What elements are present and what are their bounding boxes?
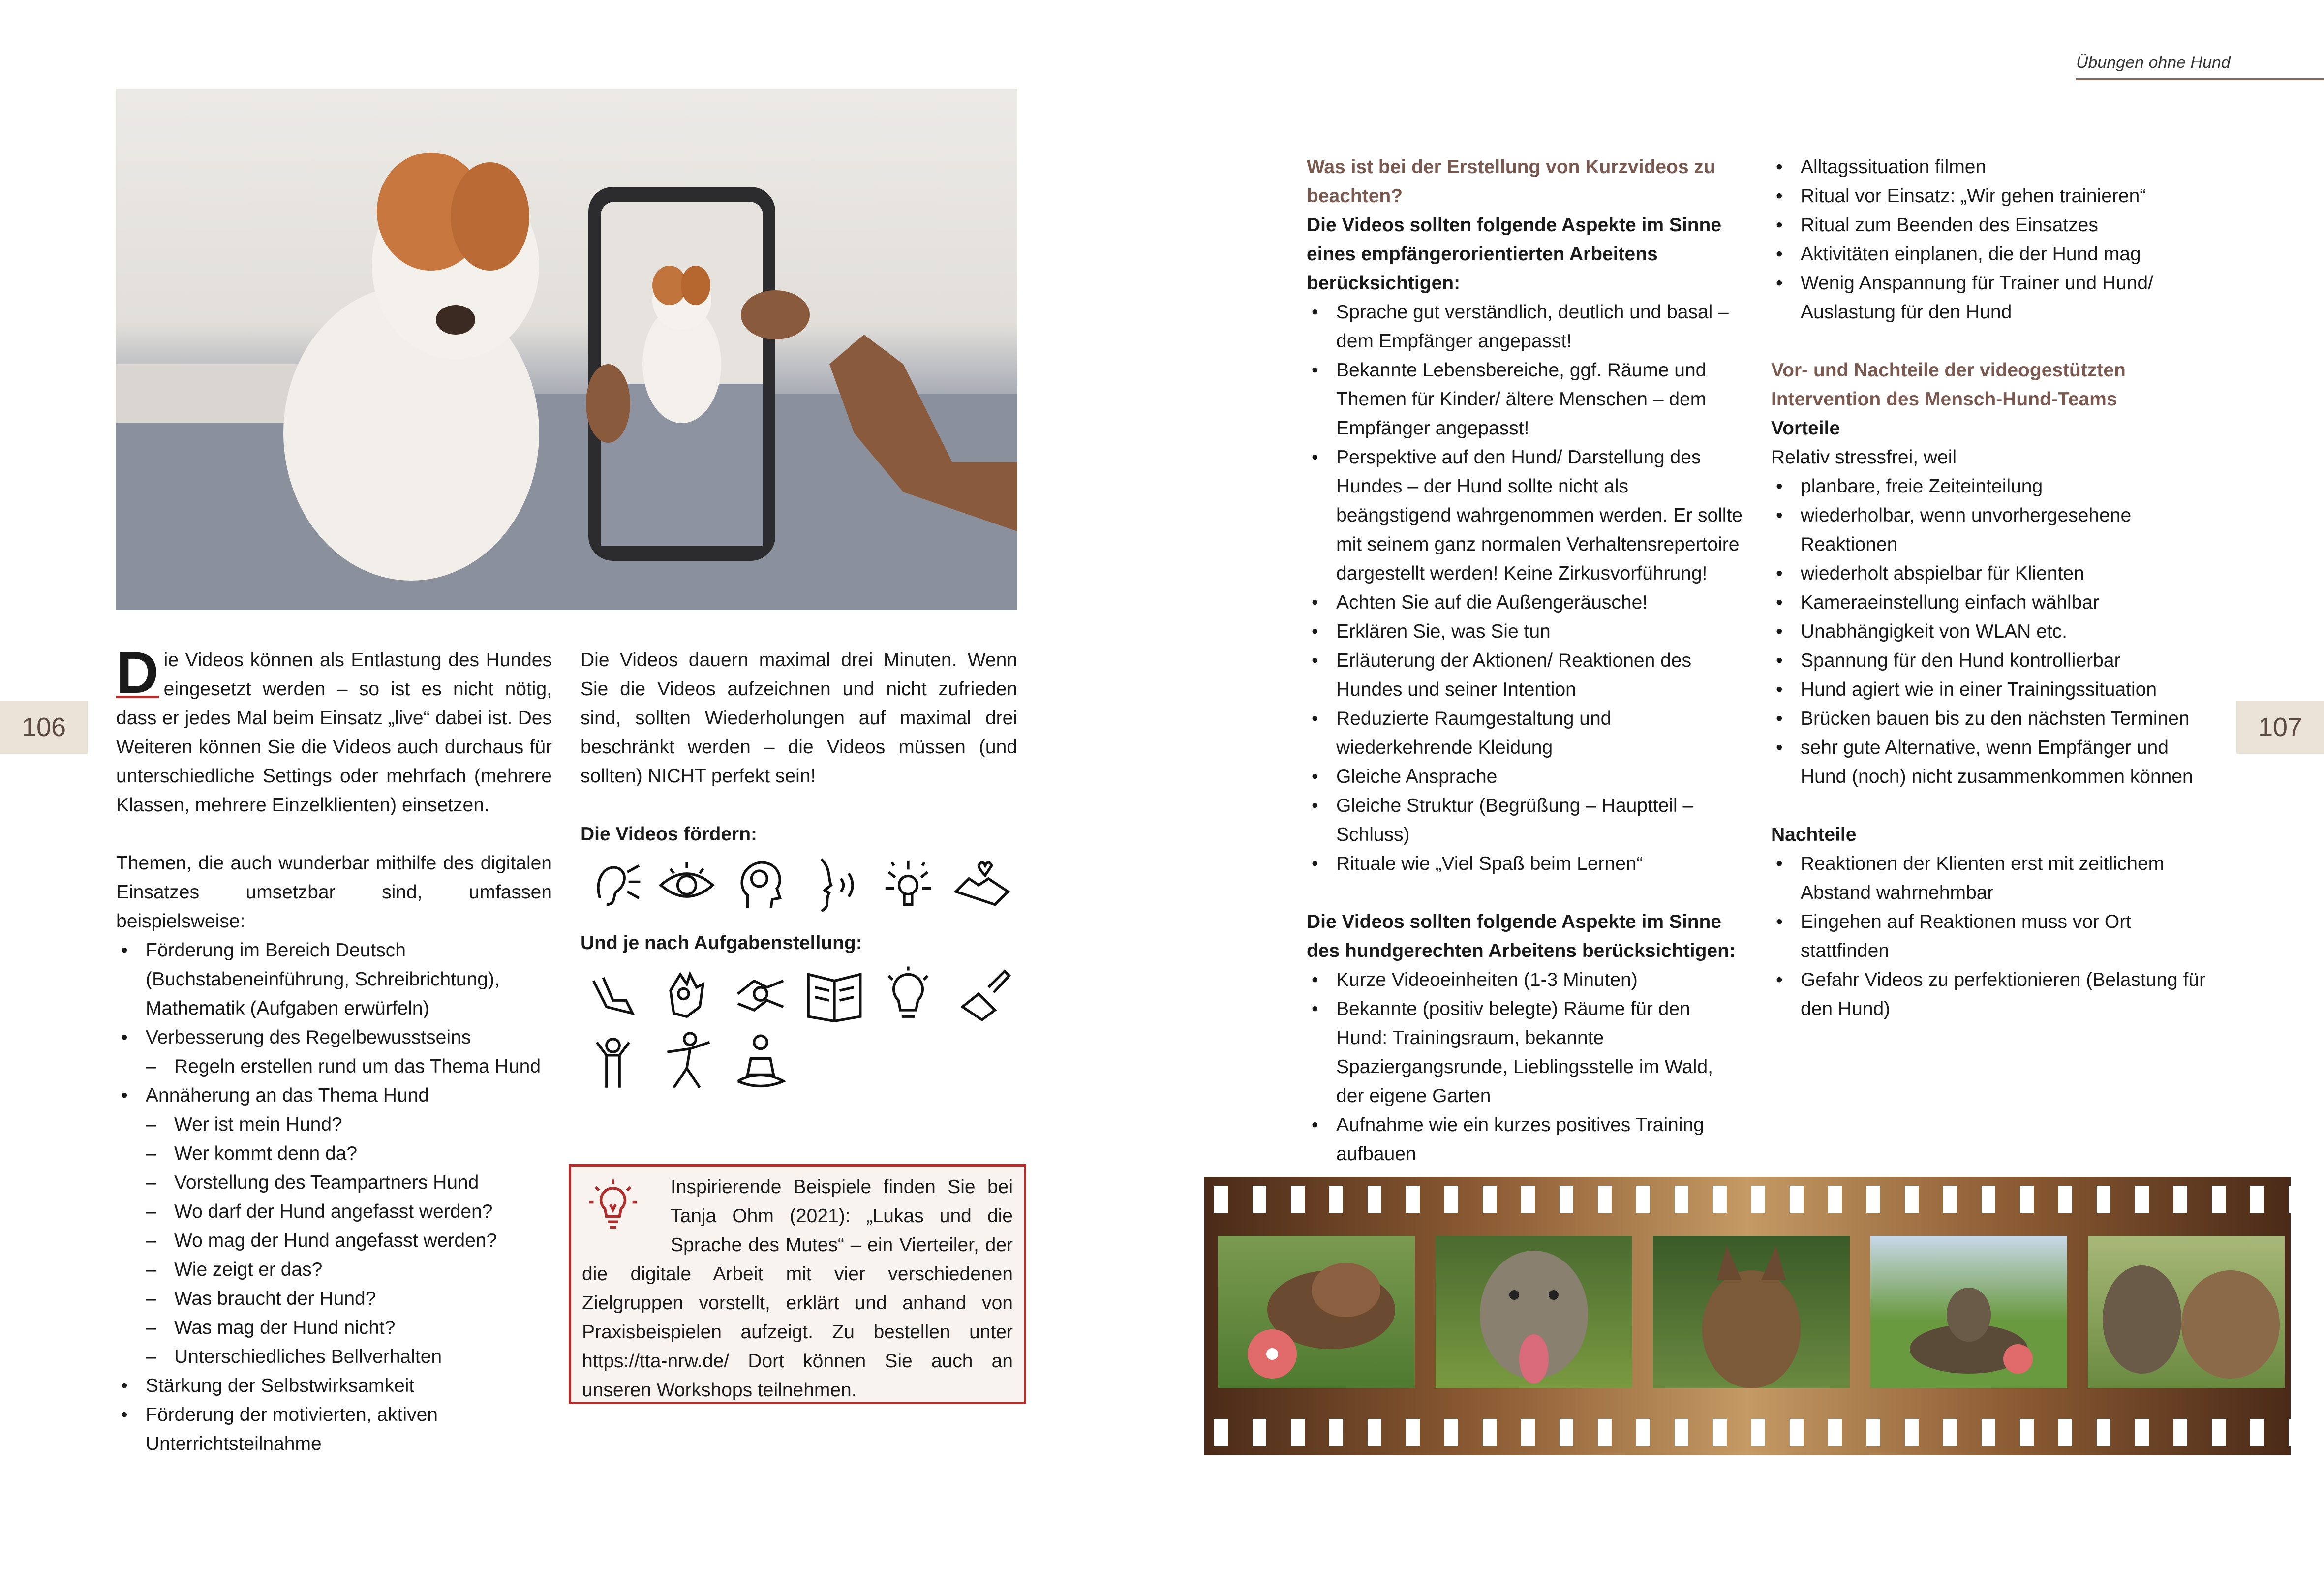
cons-title: Nachteile: [1771, 824, 1857, 845]
list-item: – Was braucht der Hund?: [116, 1284, 552, 1313]
task-icon-row-2: [581, 1029, 1017, 1094]
film-frame-dog-lying: [1870, 1236, 2067, 1388]
pros-title: Vorteile: [1771, 418, 1840, 439]
list-item: • sehr gute Alternative, wenn Empfänger und Hund (noch) nicht zusammenkommen können: [1771, 733, 2214, 791]
list-item: • Rituale wie „Viel Spaß beim Lernen“: [1307, 849, 1744, 878]
running-header: [2076, 53, 2322, 80]
list-item: • Sprache gut verständlich, deutlich und basal – dem Empfänger angepasst!: [1307, 298, 1744, 356]
list-item: – Wer ist mein Hund?: [116, 1110, 552, 1139]
list-item: • Kameraeinstellung einfach wählbar: [1771, 588, 2214, 617]
list-item: • Ritual zum Beenden des Einsatzes: [1771, 211, 2214, 240]
recipient-aspects-heading: Die Videos sollten folgende Aspekte im Sinne eines empfängerorientierten Arbeitens berücksichtigen:: [1307, 215, 1722, 294]
person-cheer-icon: [581, 1029, 645, 1094]
list-item: • Kurze Videoeinheiten (1-3 Minuten): [1307, 965, 1744, 994]
duration-paragraph: Die Videos dauern maximal drei Minuten. Wenn Sie die Videos aufzeichnen und nicht zufrieden sind, sollten Wiederholungen auf maximal drei beschränkt werden – die Videos müssen (und sollten) NICHT perfekt sein!: [581, 649, 1017, 787]
lightbulb-sparkle-icon: [876, 853, 941, 918]
cons-list: [1771, 849, 2214, 1023]
list-item: – Was mag der Hund nicht?: [116, 1313, 552, 1342]
page-number-left: 106: [0, 701, 88, 754]
list-item: • Annäherung an das Thema Hund: [116, 1081, 552, 1110]
eye-icon: [654, 853, 719, 918]
list-item: • Hund agiert wie in einer Trainingssituation: [1771, 675, 2214, 704]
list-item: – Wie zeigt er das?: [116, 1255, 552, 1284]
list-item: • planbare, freie Zeiteinteilung: [1771, 472, 2214, 501]
list-item: • Wenig Anspannung für Trainer und Hund/ Auslastung für den Hund: [1771, 269, 2214, 327]
intro-paragraph: [116, 640, 552, 820]
list-item: – Unterschiedliches Bellverhalten: [116, 1342, 552, 1371]
info-box-text: [582, 1172, 1013, 1405]
page-number-right: 107: [2236, 701, 2324, 754]
list-item: • Reduzierte Raumgestaltung und wiederkehrende Kleidung: [1307, 704, 1744, 762]
left-column: [116, 640, 552, 1458]
list-item: • Perspektive auf den Hund/ Darstellung des Hundes – der Hund sollte nicht als beängstigend wahrgenommen werden. Er sollte mit seinem ganz normalen Verhaltensrepertoire dargestellt werden! Keine Zirkusvorführung!: [1307, 443, 1744, 588]
photo-illustration: [116, 89, 1017, 610]
brain-head-icon: [728, 853, 793, 918]
film-frame-dog-ball: [1218, 1236, 1415, 1388]
list-item: • Erläuterung der Aktionen/ Reaktionen des Hundes und seiner Intention: [1307, 646, 1744, 704]
idea-bulb-icon: [876, 961, 941, 1026]
list-item: • Erklären Sie, was Sie tun: [1307, 617, 1744, 646]
list-item: • Bekannte Lebensbereiche, ggf. Räume und Themen für Kinder/ ältere Menschen – dem Empfänger angepasst!: [1307, 356, 1744, 443]
speaking-face-icon: [802, 853, 867, 918]
drop-cap: D: [116, 640, 159, 706]
list-item: – Wo darf der Hund angefasst werden?: [116, 1197, 552, 1226]
list-item: • Förderung der motivierten, aktiven Unterrichtsteilnahme: [116, 1400, 552, 1458]
list-item: • Ritual vor Einsatz: „Wir gehen trainieren“: [1771, 182, 2214, 211]
middle-column: [581, 646, 1017, 1094]
film-frame-two-dogs: [2088, 1236, 2285, 1388]
pros-intro: Relativ stressfrei, weil: [1771, 447, 1957, 468]
ear-icon: [581, 853, 645, 918]
list-item: – Wer kommt denn da?: [116, 1139, 552, 1168]
list-item: – Regeln erstellen rund um das Thema Hund: [116, 1052, 552, 1081]
meditation-icon: [728, 1029, 793, 1094]
pros-cons-heading: Vor- und Nachteile der videogestützten Intervention des Mensch-Hund-Teams: [1771, 360, 2126, 410]
hero-photo-dog-smartphone: [116, 89, 1017, 610]
running-title: Übungen ohne Hund: [2076, 53, 2231, 72]
open-book-icon: [802, 961, 867, 1026]
list-item: • wiederholt abspielbar für Klienten: [1771, 559, 2214, 588]
writing-hand-icon: [949, 961, 1014, 1026]
dog-aspects-list: [1307, 965, 1744, 1169]
helping-hands-icon: [728, 961, 793, 1026]
info-box: [569, 1164, 1026, 1404]
film-frame-dog-alert: [1653, 1236, 1850, 1388]
list-item: • Gleiche Struktur (Begrüßung – Hauptteil – Schluss): [1307, 791, 1744, 849]
hand-touch-icon: [654, 961, 719, 1026]
promotes-icon-row: [581, 853, 1017, 918]
pros-list: [1771, 472, 2214, 791]
promotes-heading: Die Videos fördern:: [581, 824, 758, 845]
list-item: • Brücken bauen bis zu den nächsten Terminen: [1771, 704, 2214, 733]
film-frame-dog-face: [1436, 1236, 1632, 1388]
themes-list: [116, 936, 552, 1458]
list-item: • Spannung für den Hund kontrollierbar: [1771, 646, 2214, 675]
right-column-2: [1771, 153, 2214, 1023]
list-item: – Vorstellung des Teampartners Hund: [116, 1168, 552, 1197]
list-item: • Alltagssituation filmen: [1771, 153, 2214, 182]
info-box-body: Inspirierende Beispiele finden Sie bei Tanja Ohm (2021): „Lukas und die Sprache des Mutes“ – ein Vierteiler, der die digitale Arbeit mit vier verschiedenen Zielgruppen vorstellt, erklärt und anhand von Praxisbeispielen aufzeigt. Zu bestellen unter https://tta-nrw.de/ Dort können Sie auch an unseren Workshops teilnehmen.: [582, 1176, 1013, 1401]
film-perforation-top: [1204, 1186, 2291, 1213]
handshake-icon: [949, 853, 1014, 918]
list-item: • Förderung im Bereich Deutsch (Buchstabeneinführung, Schreibrichtung), Mathematik (Aufgaben erwürfeln): [116, 936, 552, 1023]
video-creation-heading: Was ist bei der Erstellung von Kurzvideos zu beachten?: [1307, 156, 1715, 207]
recipient-aspects-list: [1307, 298, 1744, 878]
dog-aspects-list-continued: [1771, 153, 2214, 327]
task-icon-row-1: [581, 961, 1017, 1026]
list-item: • Aktivitäten einplanen, die der Hund mag: [1771, 240, 2214, 269]
list-item: • Stärkung der Selbstwirksamkeit: [116, 1371, 552, 1400]
right-column-1: [1307, 153, 1744, 1169]
list-item: • Eingehen auf Reaktionen muss vor Ort stattfinden: [1771, 907, 2214, 965]
hand-gesture-icon: [581, 961, 645, 1026]
header-rule: [2076, 78, 2324, 80]
list-item: • Gleiche Ansprache: [1307, 762, 1744, 791]
intro-text: ie Videos können als Entlastung des Hundes eingesetzt werden – so ist es nicht nötig, dass er jedes Mal beim Einsatz „live“ dabei ist. Des Weiteren können Sie die Videos auch durchaus für unterschiedliche Settings oder mehrfach (mehrere Klassen, mehrere Einzelklienten) einsetzen.: [116, 649, 552, 816]
film-strip: [1204, 1177, 2291, 1455]
list-item: • Gefahr Videos zu perfektionieren (Belastung für den Hund): [1771, 965, 2214, 1023]
list-item: • Aufnahme wie ein kurzes positives Training aufbauen: [1307, 1110, 1744, 1169]
list-item: • Reaktionen der Klienten erst mit zeitlichem Abstand wahrnehmbar: [1771, 849, 2214, 907]
dog-aspects-heading: Die Videos sollten folgende Aspekte im Sinne des hundgerechten Arbeitens berücksichtigen:: [1307, 911, 1736, 961]
person-dance-icon: [654, 1029, 719, 1094]
themes-intro: Themen, die auch wunderbar mithilfe des digitalen Einsatzes umsetzbar sind, umfassen beispielsweise:: [116, 853, 552, 932]
film-perforation-bottom: [1204, 1419, 2291, 1446]
list-item: • Bekannte (positiv belegte) Räume für den Hund: Trainingsraum, bekannte Spaziergangsrunde, Lieblingsstelle im Wald, der eigene Garten: [1307, 994, 1744, 1110]
list-item: • wiederholbar, wenn unvorhergesehene Reaktionen: [1771, 501, 2214, 559]
task-heading: Und je nach Aufgabenstellung:: [581, 932, 862, 954]
list-item: • Unabhängigkeit von WLAN etc.: [1771, 617, 2214, 646]
list-item: • Achten Sie auf die Außengeräusche!: [1307, 588, 1744, 617]
list-item: – Wo mag der Hund angefasst werden?: [116, 1226, 552, 1255]
list-item: • Verbesserung des Regelbewusstseins: [116, 1023, 552, 1052]
